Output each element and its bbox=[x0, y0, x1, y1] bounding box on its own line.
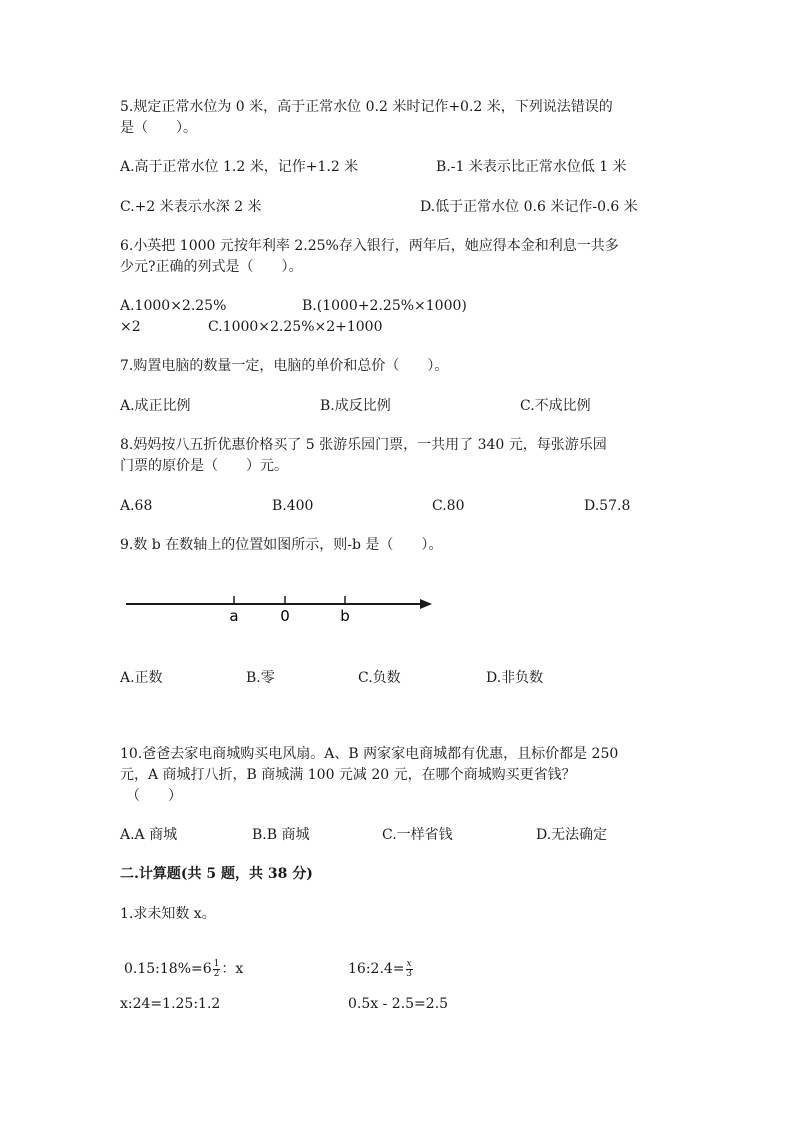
section-title: 二.计算题(共 5 题，共 38 分) bbox=[120, 866, 313, 882]
q7-option-a: A.成正比例 bbox=[120, 398, 191, 414]
q5-stem-line2: 是（ ）。 bbox=[120, 120, 197, 136]
fraction-denominator: 3 bbox=[406, 968, 412, 979]
q7-option-b: B.成反比例 bbox=[320, 398, 391, 414]
q5-option-b: B.-1 米表示比正常水位低 1 米 bbox=[436, 159, 627, 175]
q6-stem-line2: 少元?正确的列式是（ ）。 bbox=[120, 259, 303, 275]
q6-stem-line1: 6.小英把 1000 元按年利率 2.25%存入银行，两年后，她应得本金和利息一共多 bbox=[120, 238, 619, 254]
fraction-denominator: 2 bbox=[213, 968, 220, 979]
q5-option-d: D.低于正常水位 0.6 米记作-0.6 米 bbox=[420, 199, 638, 215]
q9-stem: 9.数 b 在数轴上的位置如图所示，则-b 是（ ）。 bbox=[120, 537, 443, 553]
q6-option-b: B.(1000+2.25%×1000) bbox=[302, 298, 467, 314]
equation-1-fraction bbox=[213, 960, 221, 979]
q8-option-a: A.68 bbox=[120, 498, 153, 514]
q7-option-c: C.不成比例 bbox=[520, 398, 591, 414]
q5-option-c: C.+2 米表示水深 2 米 bbox=[120, 199, 262, 215]
calc1-stem: 1.求未知数 x。 bbox=[120, 906, 216, 922]
q10-stem-line2: 元，A 商城打八折，B 商城满 100 元减 20 元，在哪个商城购买更省钱？ bbox=[120, 767, 576, 783]
q6-option-a: A.1000×2.25% bbox=[120, 298, 227, 314]
q10-option-d: D.无法确定 bbox=[536, 827, 608, 843]
q10-option-a: A.A 商城 bbox=[120, 827, 178, 843]
number-line-figure bbox=[120, 585, 440, 630]
q5-stem-line1: 5.规定正常水位为 0 米，高于正常水位 0.2 米时记作+0.2 米，下列说法错误的 bbox=[120, 99, 613, 115]
q8-stem-line1: 8.妈妈按八五折优惠价格买了 5 张游乐园门票，一共用了 340 元，每张游乐园 bbox=[120, 437, 607, 453]
fraction-numerator: x bbox=[406, 958, 412, 969]
q9-option-d: D.非负数 bbox=[486, 670, 544, 686]
equation-2-left: 16:2.4= bbox=[348, 961, 405, 977]
equation-1 bbox=[124, 959, 243, 979]
equation-4: 0.5x - 2.5=2.5 bbox=[348, 996, 449, 1012]
equation-3: x:24=1.25:1.2 bbox=[120, 996, 221, 1012]
label-b: b bbox=[340, 607, 350, 625]
q6-option-b-continued: ×2 bbox=[120, 319, 141, 335]
q10-stem-line3: （ ） bbox=[126, 788, 182, 804]
q8-option-c: C.80 bbox=[432, 498, 465, 514]
q10-stem-line1: 10.爸爸去家电商城购买电风扇。A、B 两家家电商城都有优惠，且标价都是 250 bbox=[120, 746, 619, 762]
equation-1-left: 0.15:18%=6 bbox=[124, 961, 212, 977]
q7-stem: 7.购置电脑的数量一定，电脑的单价和总价（ ）。 bbox=[120, 358, 449, 374]
q8-stem-line2: 门票的原价是（ ）元。 bbox=[120, 458, 288, 474]
equation-2 bbox=[348, 959, 414, 979]
q6-option-c: C.1000×2.25%×2+1000 bbox=[208, 319, 383, 335]
equation-2-fraction bbox=[406, 960, 413, 979]
q10-option-c: C.一样省钱 bbox=[382, 827, 453, 843]
q9-option-a: A.正数 bbox=[120, 670, 163, 686]
q8-option-b: B.400 bbox=[272, 498, 314, 514]
q9-option-b: B.零 bbox=[246, 670, 275, 686]
label-a: a bbox=[229, 607, 239, 625]
label-zero: 0 bbox=[280, 607, 290, 625]
q10-option-b: B.B 商城 bbox=[252, 827, 310, 843]
fraction-numerator: 1 bbox=[213, 958, 220, 969]
q8-option-d: D.57.8 bbox=[584, 498, 631, 514]
equation-1-right: ：x bbox=[221, 961, 244, 977]
number-line-arrow bbox=[420, 599, 432, 609]
q9-option-c: C.负数 bbox=[358, 670, 401, 686]
q5-option-a: A.高于正常水位 1.2 米，记作+1.2 米 bbox=[120, 159, 359, 175]
